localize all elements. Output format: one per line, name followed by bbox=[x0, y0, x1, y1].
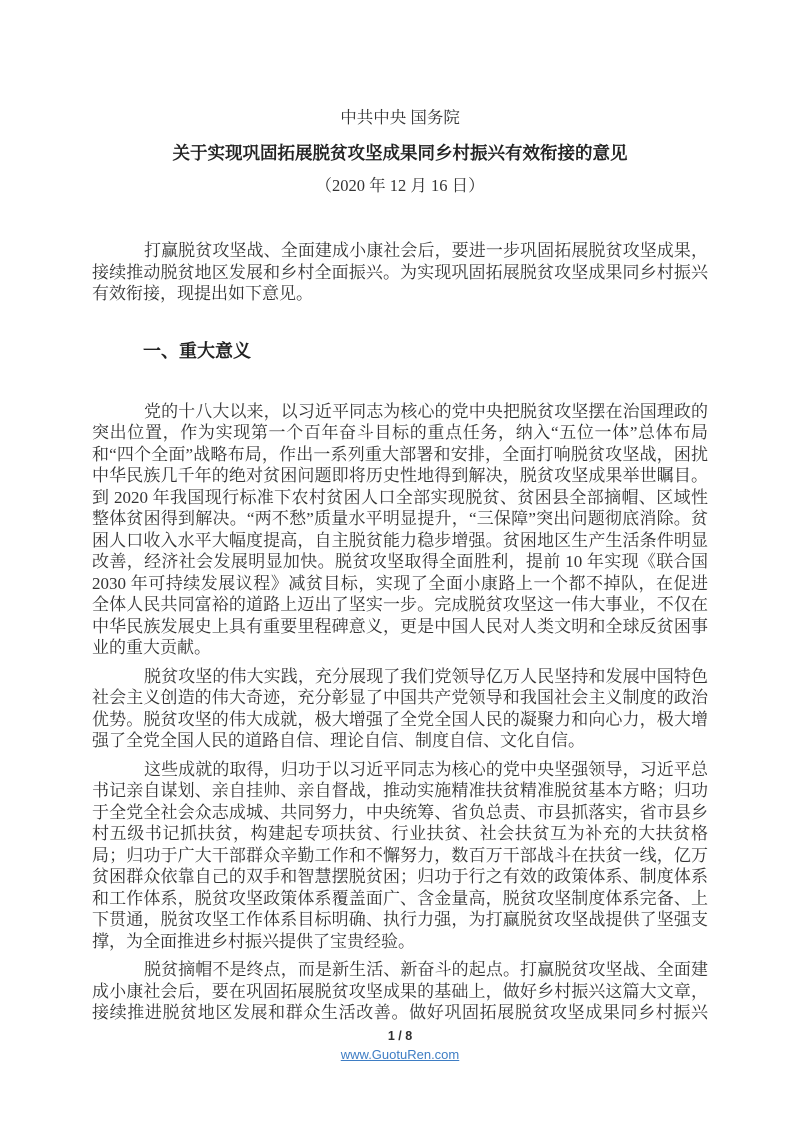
body-paragraph-4: 脱贫摘帽不是终点，而是新生活、新奋斗的起点。打赢脱贫攻坚战、全面建成小康社会后，要在巩固拓展脱贫攻坚成果的基础上，做好乡村振兴这篇大文章，接续推进脱贫地区发展和群众生活改善。做好巩固拓展脱贫攻坚成果同乡村振兴 bbox=[92, 960, 708, 1022]
document-title: 关于实现巩固拓展脱贫攻坚成果同乡村振兴有效衔接的意见 bbox=[172, 143, 628, 163]
document-date: （2020 年 12 月 16 日） bbox=[315, 176, 485, 195]
body-paragraph-2: 脱贫攻坚的伟大实践，充分展现了我们党领导亿万人民坚持和发展中国特色社会主义创造的伟大奇迹，充分彰显了中国共产党领导和我国社会主义制度的政治优势。脱贫攻坚的伟大成就，极大增强了全党全国人民的凝聚力和向心力，极大增强了全党全国人民的道路自信、理论自信、制度自信、文化自信。 bbox=[92, 666, 708, 750]
body-paragraph-1: 党的十八大以来，以习近平同志为核心的党中央把脱贫攻坚摆在治国理政的突出位置，作为实现第一个百年奋斗目标的重点任务，纳入“五位一体”总体布局和“四个全面”战略布局，作出一系列重大部署和安排，全面打响脱贫攻坚战，困扰中华民族几千年的绝对贫困问题即将历史性地得到解决，脱贫攻坚成果举世瞩目。到 2020 年我国现行标准下农村贫困人口全部实现脱贫、贫困县全部摘帽、区域性整体贫困得到解决。“两不愁”质量水平明显提升，“三保障”突出问题彻底消除。贫困人口收入水平大幅度提高，自主脱贫能力稳步增强。贫困地区生产生活条件明显改善，经济社会发展明显加快。脱贫攻坚取得全面胜利，提前 10 年实现《联合国 2030 年可持续发展议程》减贫目标，实现了全面小康路上一个都不掉队，在促进全体人民共同富裕的道路上迈出了坚实一步。完成脱贫攻坚这一伟大事业，不仅在中华民族发展史上具有重要里程碑意义，更是中国人民对人类文明和全球反贫困事业的重大贡献。 bbox=[92, 401, 708, 657]
intro-paragraph: 打赢脱贫攻坚战、全面建成小康社会后，要进一步巩固拓展脱贫攻坚成果，接续推动脱贫地区发展和乡村全面振兴。为实现巩固拓展脱贫攻坚成果同乡村振兴有效衔接，现提出如下意见。 bbox=[92, 241, 708, 303]
issuer-line: 中共中央 国务院 bbox=[340, 108, 460, 127]
website-link[interactable]: www.GuotuRen.com bbox=[340, 1047, 460, 1062]
body-paragraph-3: 这些成就的取得，归功于以习近平同志为核心的党中央坚强领导，习近平总书记亲自谋划、亲自挂帅、亲自督战，推动实施精准扶贫精准脱贫基本方略；归功于全党全社会众志成城、共同努力，中央统筹、省负总责、市县抓落实，省市县乡村五级书记抓扶贫，构建起专项扶贫、行业扶贫、社会扶贫互为补充的大扶贫格局；归功于广大干部群众辛勤工作和不懈努力，数百万干部战斗在扶贫一线，亿万贫困群众依靠自己的双手和智慧摆脱贫困；归功于行之有效的政策体系、制度体系和工作体系，脱贫攻坚政策体系覆盖面广、含金量高，脱贫攻坚制度体系完备、上下贯通，脱贫攻坚工作体系目标明确、执行力强，为打赢脱贫攻坚战提供了坚强支撑，为全面推进乡村振兴提供了宝贵经验。 bbox=[92, 759, 708, 951]
page-footer bbox=[0, 1029, 800, 1064]
page-number: 1 / 8 bbox=[387, 1029, 413, 1043]
section-heading-1: 一、重大意义 bbox=[143, 340, 251, 361]
